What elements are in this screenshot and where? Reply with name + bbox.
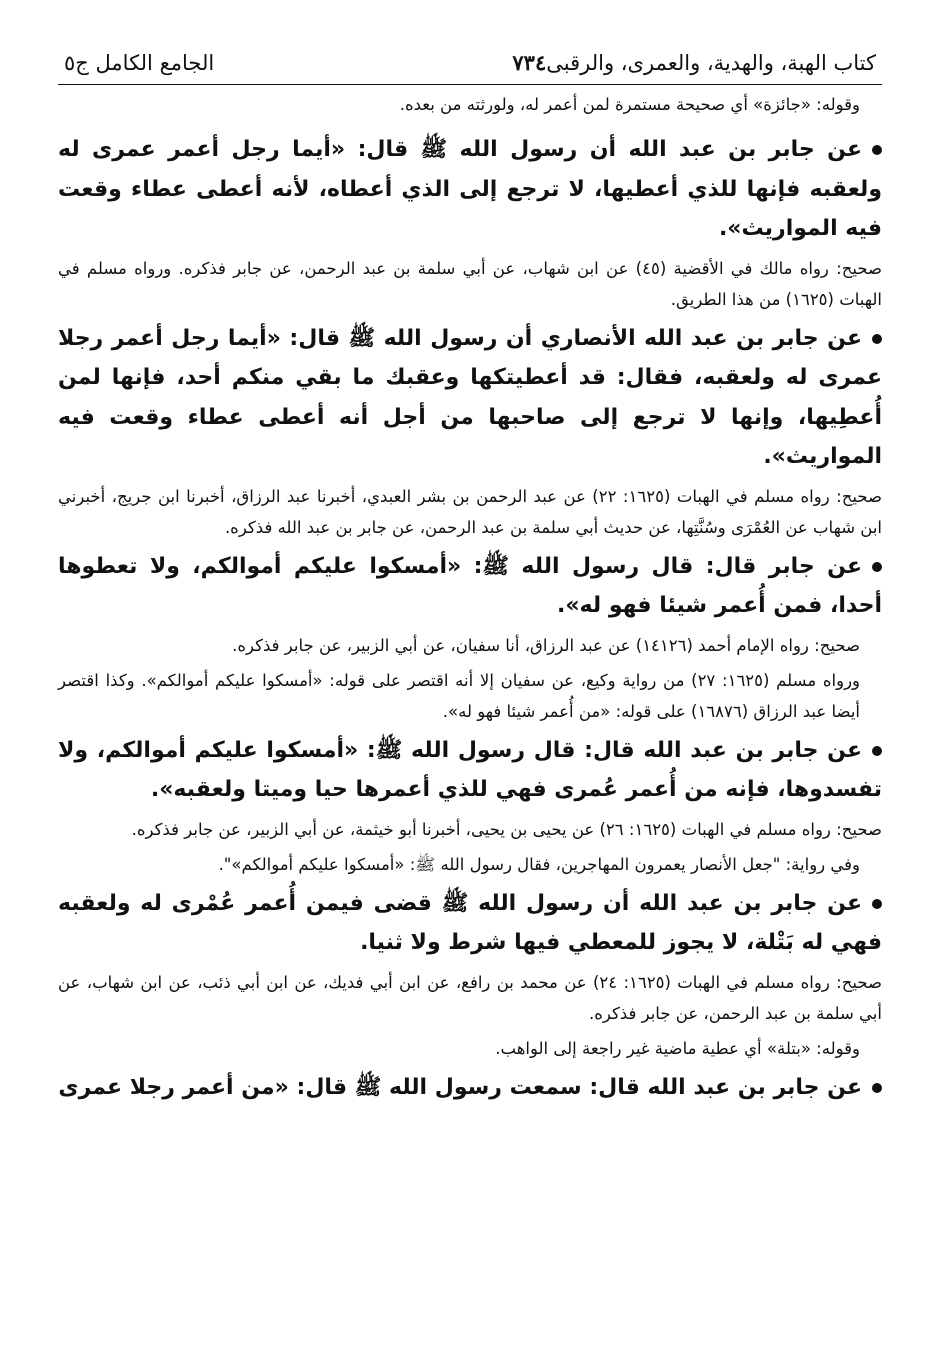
bullet-marker bbox=[872, 562, 882, 572]
takhrij-note: صحيح: رواه مسلم في الهبات (١٦٢٥: ٢٤) عن محمد بن رافع، عن ابن أبي فديك، عن ابن أبي ذئب، عن ابن شهاب، عن أبي سلمة بن عبد الرحمن، عن جابر فذكره. bbox=[58, 972, 883, 1023]
bullet-marker bbox=[872, 899, 882, 909]
page-number: ٧٣٤ bbox=[512, 50, 547, 75]
hadith-entry: عن جابر بن عبد الله قال: سمعت رسول الله ﷺ قال: «من أعمر رجلا عمرى bbox=[58, 1068, 882, 1108]
hadith-entry: عن جابر بن عبد الله أن رسول الله ﷺ قال: «أيما رجل أعمر عمرى له ولعقبه فإنها للذي أعطيها، لا ترجع إلى الذي أعطاه، لأنه أعطى عطاء وقعت فيه المواريث». bbox=[58, 137, 882, 241]
bullet-marker bbox=[872, 145, 882, 155]
takhrij-note: صحيح: رواه مسلم في الهبات (١٦٢٥: ٢٢) عن عبد الرحمن بن بشر العبدي، أخبرنا عبد الرزاق، أخبرنا ابن جريج، أخبرني ابن شهاب عن العُمْرَى وسُنَّتِها، عن حديث أبي سلمة بن عبد الرحمن، عن جابر بن عبد الله فذكره. bbox=[58, 486, 882, 537]
hadith-entry: عن جابر بن عبد الله أن رسول الله ﷺ قضى فيمن أُعمر عُمْرى له ولعقبه فهي له بَتْلة، لا يجوز للمعطي فيها شرط ولا ثنيا. bbox=[58, 890, 882, 955]
takhrij-note: ورواه مسلم (١٦٢٥: ٢٧) من رواية وكيع، عن سفيان إلا أنه اقتصر على قوله: «أمسكوا عليكم أموالكم». وكذا اقتصر أيضا عبد الرزاق (١٦٨٧٦) على قوله: «من أُعمر شيئا فهو له». bbox=[58, 670, 861, 721]
commentary-batlah: وقوله: «بتلة» أي عطية ماضية غير راجعة إلى الواهب. bbox=[495, 1038, 860, 1058]
chapter-title: كتاب الهبة، والهدية، والعمرى، والرقبى bbox=[546, 51, 876, 75]
hadith-entry: عن جابر بن عبد الله قال: قال رسول الله ﷺ: «أمسكوا عليكم أموالكم، ولا تفسدوها، فإنه من أُعمر عُمرى فهي للذي أعمرها حيا وميتا ولعقبه». bbox=[58, 737, 882, 802]
takhrij-note: صحيح: رواه مالك في الأقضية (٤٥) عن ابن شهاب، عن أبي سلمة بن عبد الرحمن، عن جابر فذكره. ورواه مسلم في الهبات (١٦٢٥) من هذا الطريق. bbox=[58, 258, 882, 309]
bullet-marker bbox=[872, 334, 882, 344]
variant-narration: وفي رواية: "جعل الأنصار يعمرون المهاجرين، فقال رسول الله ﷺ: «أمسكوا عليكم أموالكم»". bbox=[218, 854, 860, 874]
hadith-entry: عن جابر قال: قال رسول الله ﷺ: «أمسكوا عليكم أموالكم، ولا تعطوها أحدا، فمن أُعمر شيئا فهو له». bbox=[58, 553, 882, 618]
commentary-jaizah: وقوله: «جائزة» أي صحيحة مستمرة لمن أعمر له، ولورثته من بعده. bbox=[399, 95, 860, 114]
book-title: الجامع الكامل ج٥ bbox=[64, 51, 215, 75]
bullet-marker bbox=[872, 746, 882, 756]
running-header bbox=[58, 48, 882, 85]
takhrij-note: صحيح: رواه مسلم في الهبات (١٦٢٥: ٢٦) عن يحيى بن يحيى، أخبرنا أبو خيثمة، عن أبي الزبير، عن جابر فذكره. bbox=[131, 819, 882, 839]
bullet-marker bbox=[872, 1083, 882, 1093]
document-page bbox=[58, 48, 882, 1107]
takhrij-note: صحيح: رواه الإمام أحمد (١٤١٢٦) عن عبد الرزاق، أنا سفيان، عن أبي الزبير، عن جابر فذكره. bbox=[232, 635, 860, 655]
hadith-entry: عن جابر بن عبد الله الأنصاري أن رسول الله ﷺ قال: «أيما رجل أعمر رجلا عمرى له ولعقبه، فقال: قد أعطيتكها وعقبك ما بقي منكم أحد، فإنها لمن أُعطِيها، وإنها لا ترجع إلى صاحبها من أجل أنه أعطى عطاء وقعت فيه المواريث». bbox=[58, 325, 882, 469]
